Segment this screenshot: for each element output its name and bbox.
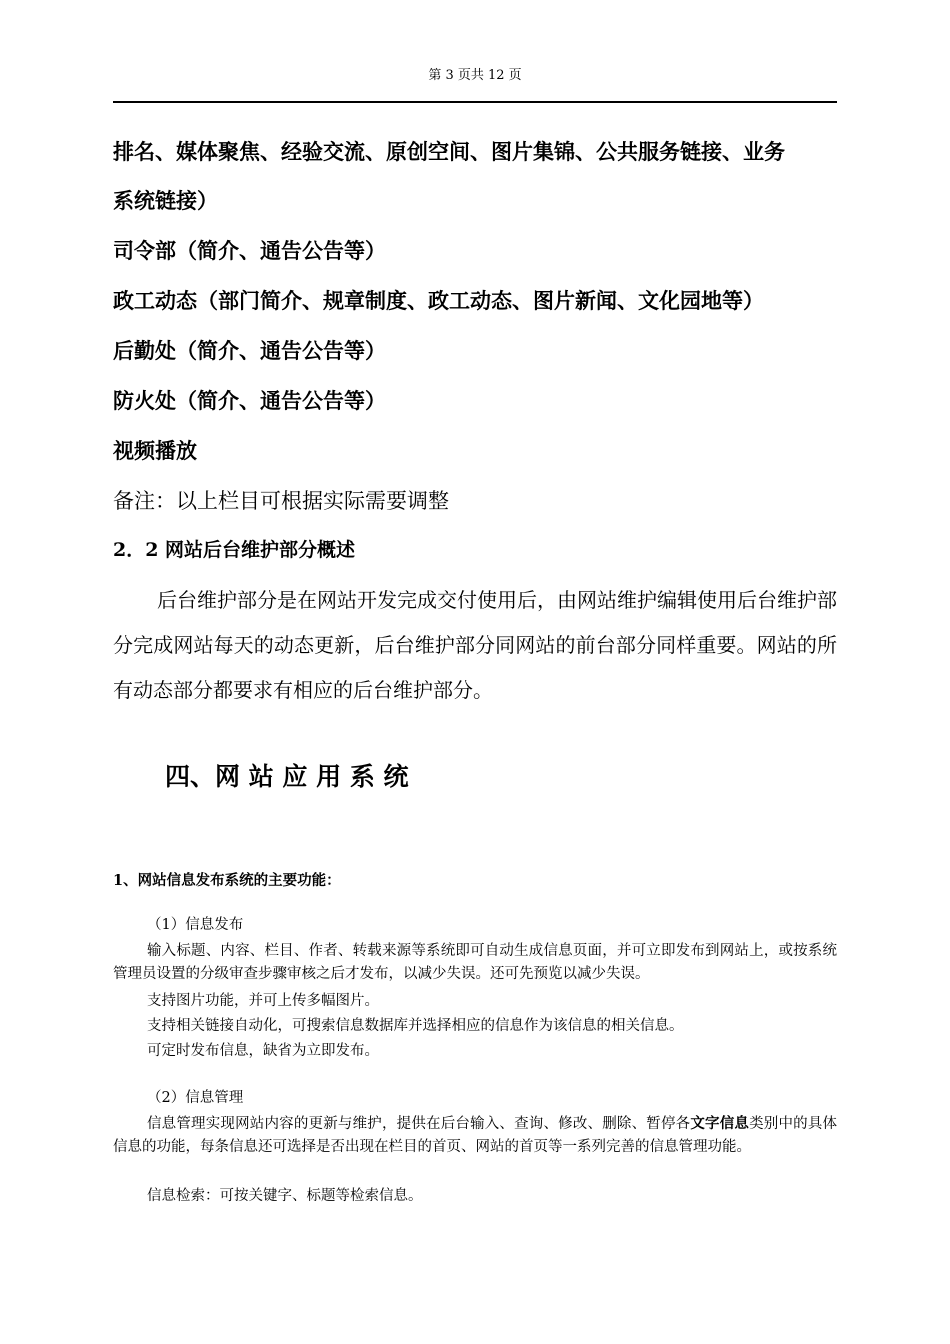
item-2-p1-text-a: 信息管理实现网站内容的更新与维护，提供在后台输入、查询、修改、删除、暂停各 bbox=[147, 1116, 691, 1132]
section-2-2-paragraph: 后台维护部分是在网站开发完成交付使用后，由网站维护编辑使用后台维护部分完成网站每天的动态更新，后台维护部分同网站的前台部分同样重要。网站的所有动态部分都要求有相应的后台维护部分。 bbox=[113, 588, 837, 702]
header-rule bbox=[113, 101, 837, 103]
item-1-paragraph-2: 支持图片功能，并可上传多幅图片。 bbox=[147, 993, 379, 1009]
item-1-paragraph-1: 输入标题、内容、栏目、作者、转载来源等系统即可自动生成信息页面，并可立即发布到网站上，或按系统管理员设置的分级审查步骤审核之后才发布，以减少失误。还可先预览以减少失误。 bbox=[113, 943, 837, 982]
item-2-paragraph-1 bbox=[113, 1112, 837, 1159]
menu-line-1: 排名、媒体聚焦、经验交流、原创空间、图片集锦、公共服务链接、业务 bbox=[113, 139, 785, 164]
item-2-p1-bold: 文字信息 bbox=[690, 1115, 750, 1132]
menu-line-2: 系统链接） bbox=[113, 188, 218, 213]
section-heading-2-2: 2．2 网站后台维护部分概述 bbox=[113, 539, 356, 561]
subsection-1-heading: 1、网站信息发布系统的主要功能： bbox=[113, 872, 341, 889]
item-1-paragraph-4: 可定时发布信息，缺省为立即发布。 bbox=[147, 1043, 379, 1059]
menu-line-5: 后勤处（简介、通告公告等） bbox=[113, 338, 386, 363]
menu-line-4: 政工动态（部门简介、规章制度、政工动态、图片新闻、文化园地等） bbox=[113, 288, 764, 313]
note-line: 备注：以上栏目可根据实际需要调整 bbox=[113, 489, 449, 513]
chapter-title: 四、网 站 应 用 系 统 bbox=[165, 762, 409, 791]
menu-line-3: 司令部（简介、通告公告等） bbox=[113, 238, 386, 263]
item-2-paragraph-2: 信息检索：可按关键字、标题等检索信息。 bbox=[147, 1188, 423, 1204]
item-2-title: （2）信息管理 bbox=[147, 1090, 244, 1106]
menu-line-7: 视频播放 bbox=[113, 438, 197, 463]
item-1-title: （1）信息发布 bbox=[147, 917, 244, 933]
item-1-paragraph-3: 支持相关链接自动化，可搜索信息数据库并选择相应的信息作为该信息的相关信息。 bbox=[147, 1018, 684, 1034]
item-2-p1-text-b: 类别中的具体信息的功能，每条信息还可选择是否出现在栏目的首页、网站的首页等一系列完善的信息管理功能。 bbox=[113, 1116, 838, 1155]
menu-line-6: 防火处（简介、通告公告等） bbox=[113, 388, 386, 413]
page-header: 第 3 页共 12 页 bbox=[428, 68, 522, 83]
